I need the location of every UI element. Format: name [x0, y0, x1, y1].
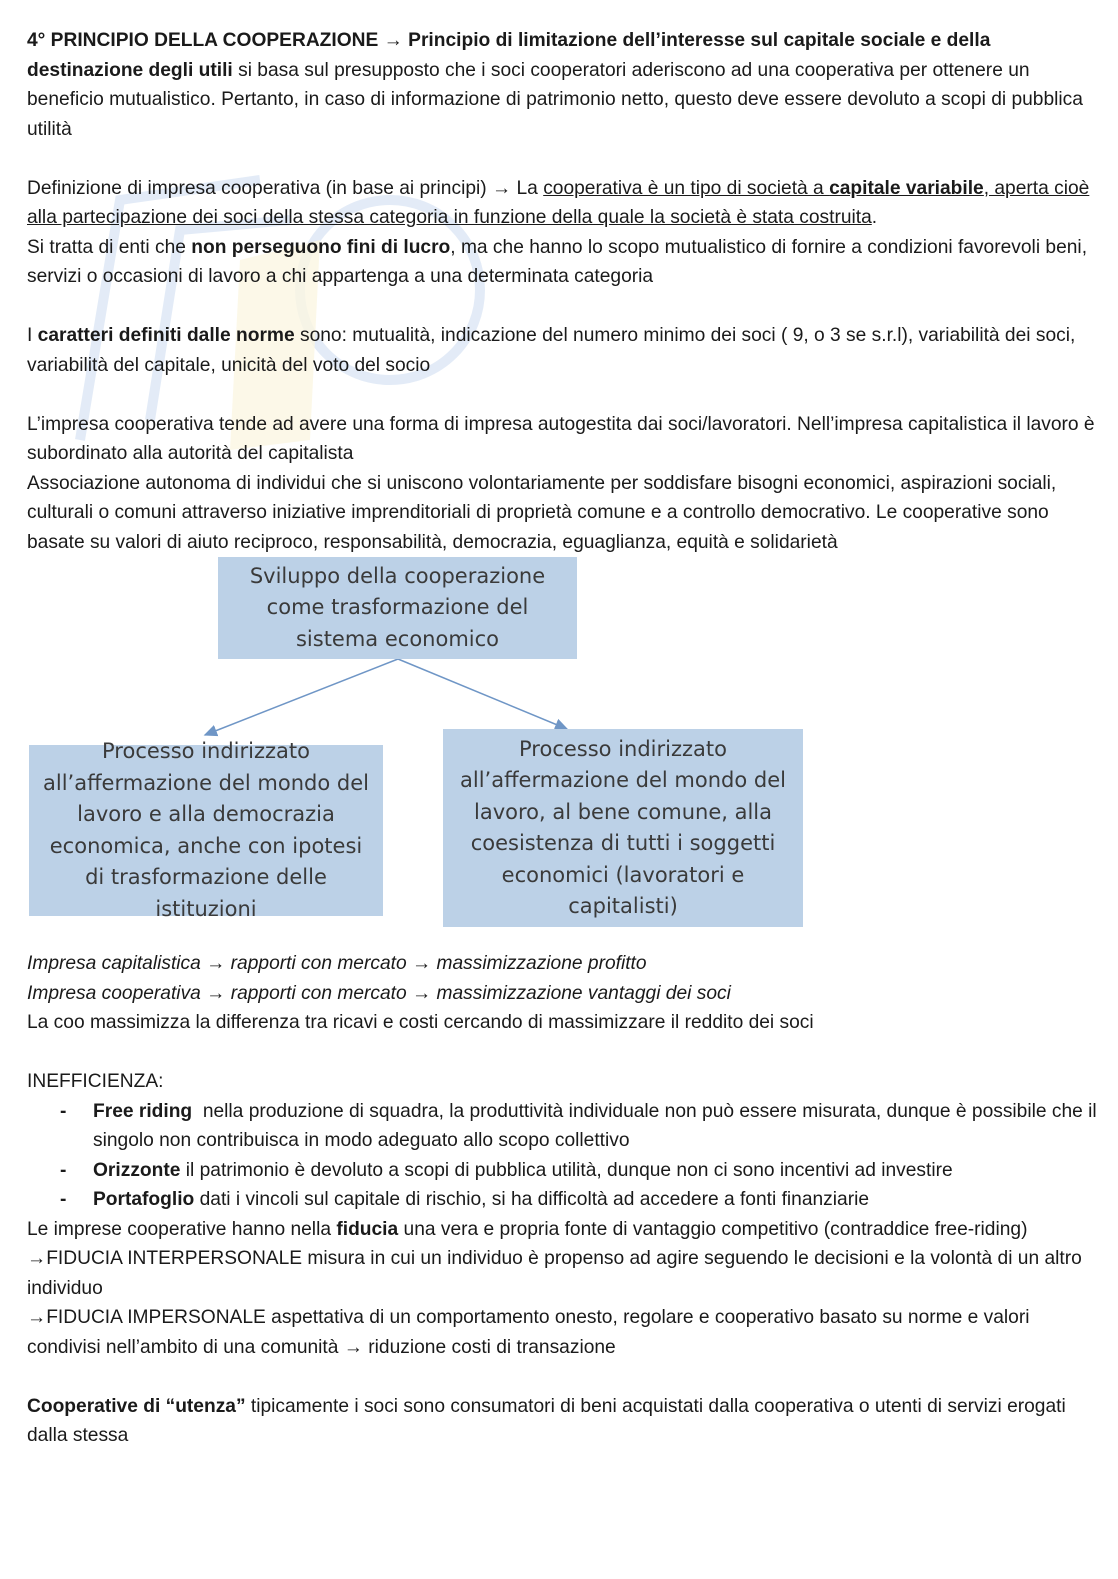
nonprofit-bold: non perseguono fini di lucro	[191, 236, 451, 258]
trust-impersonal: →FIDUCIA IMPERSONALE aspettativa di un comportamento onesto, regolare e cooperativo basato su norme e valori condivisi nell’ambito di una comunità → riduzione costi di transazione	[27, 1307, 1030, 1358]
characters-text-a: I	[27, 325, 38, 346]
utenza-text: tipicamente i soci sono consumatori di beni acquistati dalla cooperativa o utenti di servizi erogati dalla stessa	[27, 1395, 1066, 1446]
list-item-text: dati i vincoli sul capitale di rischio, si ha difficoltà ad accedere a fonti finanziarie	[194, 1189, 870, 1210]
principle-text: si basa sul presupposto che i soci cooperatori aderiscono ad una cooperativa per ottenere un beneficio mutualistico. Pertanto, in caso di informazione di patrimonio netto, questo deve essere devoluto a scopi di pubblica utilità	[27, 59, 1083, 140]
list-item-term: Orizzonte	[93, 1159, 181, 1181]
arrow-to-left	[205, 659, 398, 735]
comparison-cooperative: Impresa cooperativa → rapporti con mercato → massimizzazione vantaggi dei soci	[27, 982, 731, 1004]
characters-bold: caratteri definiti dalle norme	[37, 325, 295, 346]
list-dash: -	[60, 1100, 67, 1122]
nonprofit-paragraph	[27, 233, 1097, 292]
utenza-bold: Cooperative di “utenza”	[27, 1395, 246, 1417]
inefficiency-list	[27, 1097, 1103, 1215]
trust-text-b: una vera e propria fonte di vantaggio competitivo (contraddice free-riding)	[398, 1218, 1028, 1240]
diagram-top-box: Sviluppo della cooperazione come trasformazione del sistema economico	[218, 557, 577, 659]
list-item-text: nella produzione di squadra, la produttività individuale non può essere misurata, dunque è possibile che il singolo non contribuisca in modo adeguato allo scopo collettivo	[93, 1100, 1103, 1151]
definition-intro: Definizione di impresa cooperativa (in base ai principi) → La	[27, 177, 544, 199]
nonprofit-text-b: , ma che hanno lo scopo mutualistico di fornire a condizioni favorevoli beni, servizi o occasioni di lavoro a chi appartenga a una determinata categoria	[27, 236, 1088, 287]
characters-text-b: sono: mutualità, indicazione del numero minimo dei soci ( 9, o 3 se s.r.l), variabilità dei soci, variabilità del capitale, unicità del voto del socio	[27, 325, 1076, 376]
trust-bold: fiducia	[336, 1218, 399, 1240]
definition-underlined-2: , aperta cioè alla partecipazione dei soci della stessa categoria in funzione della quale la società è stata costruita	[27, 177, 1090, 228]
utenza-paragraph	[27, 1392, 1097, 1451]
principle-paragraph	[27, 26, 1097, 144]
definition-underlined-1: cooperativa è un tipo di società a	[543, 177, 830, 199]
nonprofit-text-a: Si tratta di enti che	[27, 236, 192, 258]
characters-paragraph	[27, 321, 1097, 380]
definition-paragraph	[27, 174, 1097, 233]
comparison-summary: La coo massimizza la differenza tra ricavi e costi cercando di massimizzare il reddito dei soci	[27, 1012, 814, 1033]
self-managed-paragraph: L’impresa cooperativa tende ad avere una forma di impresa autogestita dai soci/lavoratori. Nell’impresa capitalistica il lavoro è subordinato alla autorità del capitalista	[27, 413, 1095, 464]
document-body	[27, 26, 1103, 1451]
diagram-right-box: Processo indirizzato all’affermazione del mondo del lavoro, al bene comune, alla coesistenza di tutti i soggetti economici (lavoratori e capitalisti)	[443, 729, 803, 927]
diagram-left-box: Processo indirizzato all’affermazione del mondo del lavoro e alla democrazia economica, anche con ipotesi di trasformazione delle istituzioni	[29, 745, 383, 916]
list-item	[27, 1156, 1097, 1186]
list-item	[27, 1185, 1097, 1215]
association-paragraph: Associazione autonoma di individui che si uniscono volontariamente per soddisfare bisogni economici, aspirazioni sociali, culturali o comuni attraverso iniziative imprenditoriali di proprietà comune e a controllo democrativo. Le cooperative sono basate su valori di aiuto reciproco, responsabilità, democrazia, eguaglianza, equità e solidarietà	[27, 472, 1057, 553]
cooperation-diagram	[27, 557, 1097, 949]
list-item-term: Free riding	[93, 1100, 193, 1122]
comparison-capitalistic: Impresa capitalistica → rapporti con mercato → massimizzazione profitto	[27, 953, 647, 974]
list-dash: -	[60, 1159, 67, 1181]
trust-paragraph	[27, 1215, 1097, 1245]
list-item-term: Portafoglio	[93, 1189, 195, 1210]
arrow-to-right	[398, 659, 567, 729]
list-item-text: il patrimonio è devoluto a scopi di pubblica utilità, dunque non ci sono incentivi ad investire	[180, 1159, 953, 1181]
trust-text-a: Le imprese cooperative hanno nella	[27, 1218, 337, 1240]
inefficiency-heading: INEFFICIENZA:	[27, 1071, 164, 1092]
principle-title: 4° PRINCIPIO DELLA COOPERAZIONE → Principio di limitazione dell’interesse sul capitale sociale e della destinazione degli utili	[27, 30, 991, 81]
list-item	[27, 1097, 1103, 1156]
definition-underlined-bold: capitale variabile	[829, 177, 984, 199]
list-dash: -	[60, 1189, 67, 1210]
trust-interpersonal: →FIDUCIA INTERPERSONALE misura in cui un individuo è propenso ad agire seguendo le decisioni e la volontà di un altro individuo	[27, 1248, 1082, 1299]
definition-end: .	[871, 207, 878, 228]
